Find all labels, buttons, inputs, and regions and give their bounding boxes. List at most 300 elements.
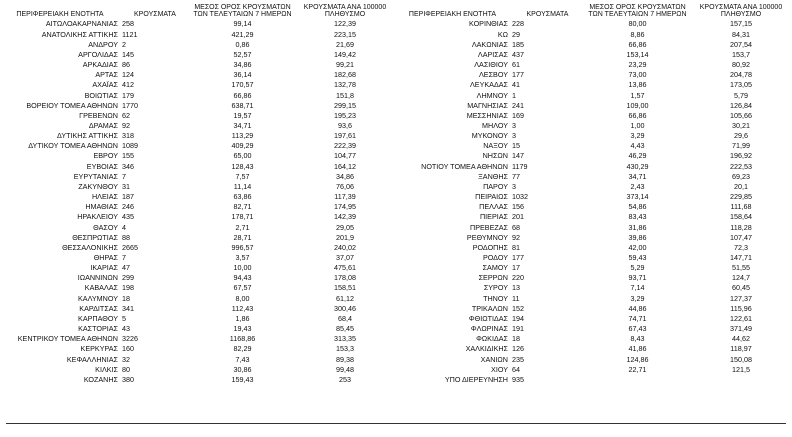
avg7-cell-left: 19,57 <box>233 110 252 120</box>
per100k-cell-right: 71,99 <box>732 141 750 151</box>
cases-cell-left: 346 <box>122 161 134 171</box>
per100k-cell-left: 93,6 <box>338 120 352 130</box>
avg7-cell-left: 30,86 <box>233 364 252 374</box>
cases-cell-left: 3226 <box>122 334 138 344</box>
cases-cell-right: 152 <box>512 303 524 313</box>
cases-cell-right: 191 <box>512 324 524 334</box>
per100k-cell-right: 158,64 <box>730 212 752 222</box>
region-cell-left: ΚΑΡΔΙΤΣΑΣ <box>79 303 118 313</box>
per100k-cell-right: 173,05 <box>730 80 752 90</box>
avg7-cell-left: 2,71 <box>235 222 250 232</box>
per100k-cell-right: 84,31 <box>732 29 750 39</box>
region-cell-right: ΦΛΩΡΙΝΑΣ <box>470 324 508 334</box>
avg7-cell-right: 3,29 <box>630 293 645 303</box>
cases-cell-right: 185 <box>512 39 524 49</box>
avg7-cell-right: 80,00 <box>628 19 647 29</box>
avg7-cell-left: 7,57 <box>235 171 250 181</box>
cases-cell-right: 11 <box>512 293 520 303</box>
table-row <box>0 60 792 70</box>
avg7-cell-right: 4,43 <box>630 141 645 151</box>
region-cell-left: ΚΟΖΑΝΗΣ <box>83 374 118 384</box>
per100k-cell-right: 111,68 <box>730 202 752 212</box>
avg7-cell-left: 1168,86 <box>229 334 256 344</box>
table-row <box>0 172 792 182</box>
per100k-cell-right: 105,66 <box>730 110 752 120</box>
region-cell-right: ΛΑΡΙΣΑΣ <box>477 49 508 59</box>
avg7-cell-left: 3,57 <box>235 253 250 262</box>
per100k-cell-left: 85,45 <box>336 324 354 334</box>
per100k-cell-right: 150,08 <box>730 354 752 364</box>
per100k-cell-left: 37,07 <box>336 253 354 262</box>
avg7-cell-left: 996,57 <box>231 242 254 252</box>
avg7-cell-right: 41,86 <box>628 344 647 354</box>
per100k-cell-right: 29,6 <box>734 131 748 141</box>
avg7-cell-left: 66,86 <box>233 90 252 100</box>
avg7-cell-left: 11,14 <box>233 181 252 191</box>
avg7-cell-left: 28,71 <box>233 232 252 242</box>
per100k-cell-left: 89,38 <box>336 354 354 364</box>
per100k-cell-right: 72,3 <box>734 242 748 252</box>
cases-cell-left: 1089 <box>122 141 138 151</box>
per100k-cell-right <box>690 375 792 385</box>
region-cell-left: ΚΕΡΚΥΡΑΣ <box>80 344 118 354</box>
table-row <box>0 324 792 334</box>
per100k-cell-right: 153,7 <box>732 49 750 59</box>
cases-cell-left: 246 <box>122 202 134 212</box>
per100k-cell-left: 104,77 <box>334 151 356 161</box>
per100k-cell-right: 122,61 <box>730 313 752 323</box>
avg7-header-right: ΜΕΣΟΣ ΟΡΟΣ ΚΡΟΥΣΜΑΤΩΝ ΤΩΝ ΤΕΛΕΥΤΑΙΩΝ 7 ΗΜΕΡΩΝ <box>588 4 687 19</box>
table-row <box>0 192 792 202</box>
per100k-cell-left: 99,21 <box>336 60 354 70</box>
per100k-cell-right: 20,1 <box>734 181 748 191</box>
region-cell-right: ΝΗΣΩΝ <box>482 151 508 161</box>
cases-cell-right: 13 <box>512 283 520 293</box>
avg7-cell-right: 66,86 <box>628 39 647 49</box>
region-cell-right: ΣΥΡΟΥ <box>483 283 508 293</box>
avg7-cell-right: 7,14 <box>630 283 645 293</box>
per100k-cell-right: 107,47 <box>730 232 752 242</box>
cases-cell-right: 64 <box>512 364 520 374</box>
avg7-cell-left: 178,71 <box>231 212 254 222</box>
per100k-cell-left: 240,02 <box>334 242 356 252</box>
cases-cell-left: 2665 <box>122 242 138 252</box>
per100k-cell-left: 313,35 <box>334 334 356 344</box>
table-row <box>0 162 792 172</box>
region-cell-right: ΝΟΤΙΟΥ ΤΟΜΕΑ ΑΘΗΝΩΝ <box>421 161 508 171</box>
per100k-cell-left: 197,61 <box>334 131 356 141</box>
cases-cell-left: 258 <box>122 19 134 29</box>
avg7-cell-left: 421,29 <box>231 29 254 39</box>
avg7-cell-left: 34,86 <box>233 60 252 70</box>
avg7-cell-right: 74,71 <box>628 313 647 323</box>
per100k-cell-right: 60,45 <box>732 283 750 293</box>
cases-cell-right: 177 <box>512 253 524 262</box>
per100k-cell-left: 300,46 <box>334 303 356 313</box>
region-cell-left: ΒΟΙΩΤΙΑΣ <box>84 90 118 100</box>
region-cell-left: ΕΒΡΟΥ <box>93 151 118 161</box>
region-cell-right: ΜΗΛΟΥ <box>482 120 508 130</box>
region-cell-right: ΛΕΣΒΟΥ <box>479 70 508 80</box>
per100k-cell-left: 61,12 <box>336 293 354 303</box>
cases-cell-right: 147 <box>512 151 524 161</box>
per100k-cell-right: 124,7 <box>732 273 750 283</box>
region-cell-left: ΚΑΡΠΑΘΟΥ <box>78 313 118 323</box>
region-cell-left: ΑΝΑΤΟΛΙΚΗΣ ΑΤΤΙΚΗΣ <box>41 29 118 39</box>
per100k-cell-left: 132,78 <box>334 80 356 90</box>
avg7-cell-right: 5,29 <box>630 263 645 273</box>
region-cell-right: ΜΥΚΟΝΟΥ <box>471 131 508 141</box>
per100k-cell-right: 30,21 <box>732 120 750 130</box>
region-cell-left: ΚΙΛΚΙΣ <box>95 364 118 374</box>
region-cell-right: ΚΩ <box>497 29 508 39</box>
per100k-cell-left: 142,39 <box>334 212 356 222</box>
cases-cell-left: 299 <box>122 273 134 283</box>
table-row <box>0 344 792 354</box>
cases-cell-left: 32 <box>122 354 130 364</box>
avg7-cell-left: 113,29 <box>231 131 254 141</box>
table-row <box>0 253 792 263</box>
cases-cell-left: 43 <box>122 324 130 334</box>
avg7-cell-right: 42,00 <box>628 242 647 252</box>
cases-cell-right: 1179 <box>512 161 528 171</box>
table-row <box>0 101 792 111</box>
table-row <box>0 202 792 212</box>
region-cell-right: ΜΑΓΝΗΣΙΑΣ <box>467 100 508 110</box>
cases-cell-right: 235 <box>512 354 524 364</box>
cases-cell-left: 92 <box>122 120 130 130</box>
table-row <box>0 111 792 121</box>
table-body <box>0 19 792 385</box>
region-cell-left: ΒΟΡΕΙΟΥ ΤΟΜΕΑ ΑΘΗΝΩΝ <box>26 100 118 110</box>
avg7-cell-left: 0,86 <box>235 39 250 49</box>
avg7-cell-right: 46,29 <box>628 151 647 161</box>
per100k-cell-left: 117,39 <box>334 192 356 202</box>
avg7-cell-right: 109,00 <box>626 100 649 110</box>
table-row <box>0 243 792 253</box>
avg7-cell-left: 170,57 <box>231 80 254 90</box>
table-row <box>0 233 792 243</box>
cases-cell-right: 1 <box>512 90 516 100</box>
table-row <box>0 212 792 222</box>
per100k-cell-right: 229,85 <box>730 192 752 202</box>
avg7-cell-left: 8,00 <box>235 293 250 303</box>
avg7-cell-right: 23,29 <box>628 60 647 70</box>
cases-cell-right: 156 <box>512 202 524 212</box>
per100k-cell-left: 182,68 <box>334 70 356 80</box>
table-row <box>0 141 792 151</box>
cases-cell-left: 179 <box>122 90 134 100</box>
region-cell-left: ΓΡΕΒΕΝΩΝ <box>79 110 118 120</box>
avg7-cell-right: 67,43 <box>628 324 647 334</box>
region-cell-left: ΗΜΑΘΙΑΣ <box>85 202 118 212</box>
cases-cell-left: 18 <box>122 293 130 303</box>
table-row <box>0 182 792 192</box>
table-row <box>0 304 792 314</box>
cases-cell-left: 145 <box>122 49 134 59</box>
region-cell-left: ΘΗΡΑΣ <box>93 253 118 262</box>
cases-cell-left: 7 <box>122 171 126 181</box>
avg7-cell-right <box>585 375 690 385</box>
region-cell-left: ΔΥΤΙΚΟΥ ΤΟΜΕΑ ΑΘΗΝΩΝ <box>28 141 118 151</box>
avg7-cell-left: 82,71 <box>233 202 252 212</box>
avg7-cell-right: 373,14 <box>626 192 649 202</box>
avg7-cell-left: 409,29 <box>231 141 254 151</box>
cases-cell-left: 47 <box>122 263 130 273</box>
avg7-cell-right: 83,43 <box>628 212 647 222</box>
cases-cell-right: 201 <box>512 212 524 222</box>
per100k-cell-left: 76,06 <box>336 181 354 191</box>
per100k-cell-right: 147,71 <box>730 253 752 262</box>
region-cell-right: ΡΟΔΟΠΗΣ <box>472 242 508 252</box>
per100k-cell-right: 157,15 <box>730 19 752 29</box>
cases-cell-left: 1770 <box>122 100 138 110</box>
per100k-cell-left: 164,12 <box>334 161 356 171</box>
cases-cell-left: 187 <box>122 192 134 202</box>
cases-cell-right: 1032 <box>512 192 528 202</box>
avg7-cell-right: 8,43 <box>630 334 645 344</box>
per100k-cell-right: 44,62 <box>732 334 750 344</box>
cases-cell-right: 18 <box>512 334 520 344</box>
cases-cell-right: 194 <box>512 313 524 323</box>
region-cell-right: ΠΙΕΡΙΑΣ <box>479 212 508 222</box>
table-row <box>0 121 792 131</box>
per100k-cell-right: 118,97 <box>730 344 752 354</box>
region-cell-right: ΛΑΣΙΘΙΟΥ <box>474 60 508 70</box>
region-cell-right: ΠΑΡΟΥ <box>483 181 508 191</box>
region-cell-left: ΕΥΒΟΙΑΣ <box>86 161 118 171</box>
cases-cell-left: 80 <box>122 364 130 374</box>
avg7-cell-left: 112,43 <box>231 303 254 313</box>
region-cell-right: ΜΕΣΣΗΝΙΑΣ <box>466 110 508 120</box>
table-row <box>0 70 792 80</box>
cases-cell-left: 5 <box>122 313 126 323</box>
avg7-cell-left: 65,00 <box>233 151 252 161</box>
cases-cell-right: 126 <box>512 344 524 354</box>
avg7-cell-left: 52,57 <box>233 49 252 59</box>
table-row <box>0 30 792 40</box>
avg7-cell-left: 159,43 <box>231 374 254 384</box>
region-cell-left: ΔΥΤΙΚΗΣ ΑΤΤΙΚΗΣ <box>57 131 118 141</box>
cases-cell-left: 412 <box>122 80 134 90</box>
region-cell-left: ΙΩΑΝΝΙΝΩΝ <box>77 273 118 283</box>
per100k-cell-left: 99,48 <box>336 364 354 374</box>
avg7-cell-right: 124,86 <box>626 354 649 364</box>
per100k-cell-right: 118,28 <box>730 222 752 232</box>
avg7-cell-right: 430,29 <box>626 161 649 171</box>
avg7-cell-right: 1,57 <box>630 90 645 100</box>
cases-cell-left: 435 <box>122 212 134 222</box>
per100k-cell-right: 196,92 <box>730 151 752 161</box>
per100k-cell-left: 153,3 <box>336 344 354 354</box>
region-cell-right: ΠΡΕΒΕΖΑΣ <box>470 222 508 232</box>
region-cell-left: ΖΑΚΥΝΘΟΥ <box>78 181 118 191</box>
region-cell-right: ΦΩΚΙΔΑΣ <box>476 334 508 344</box>
region-cell-left: ΘΕΣΣΑΛΟΝΙΚΗΣ <box>62 242 118 252</box>
per100k-cell-left: 151,8 <box>336 90 354 100</box>
per100k-cell-right: 121,5 <box>732 364 750 374</box>
avg7-cell-right: 153,14 <box>626 49 649 59</box>
avg7-cell-left: 1,86 <box>235 313 250 323</box>
region-cell-right: ΤΡΙΚΑΛΩΝ <box>471 303 508 313</box>
cases-cell-left: 318 <box>122 131 134 141</box>
cases-cell-left: 4 <box>122 222 126 232</box>
per100k-cell-right: 371,49 <box>730 324 752 334</box>
avg7-cell-right: 93,71 <box>628 273 647 283</box>
region-cell-right: ΝΑΞΟΥ <box>483 141 508 151</box>
avg7-cell-left: 34,71 <box>233 120 252 130</box>
cases-cell-left: 62 <box>122 110 130 120</box>
region-cell-left: ΑΡΚΑΔΙΑΣ <box>82 60 118 70</box>
cases-cell-left: 160 <box>122 344 134 354</box>
table-row <box>0 91 792 101</box>
region-cell-right: ΧΑΛΚΙΔΙΚΗΣ <box>465 344 508 354</box>
cases-cell-right: 17 <box>512 263 520 273</box>
region-cell-right: ΦΘΙΩΤΙΔΑΣ <box>468 313 508 323</box>
table-row <box>0 263 792 273</box>
avg7-cell-left: 67,57 <box>233 283 252 293</box>
region-header-left: ΠΕΡΙΦΕΡΕΙΑΚΗ ΕΝΟΤΗΤΑ <box>16 11 104 19</box>
cases-cell-left: 380 <box>122 374 134 384</box>
per100k-cell-left: 68,4 <box>338 313 352 323</box>
region-cell-right: ΠΕΛΛΑΣ <box>479 202 508 212</box>
region-cell-right: ΠΕΙΡΑΙΩΣ <box>475 192 508 202</box>
cases-cell-right: 3 <box>512 181 516 191</box>
table-row <box>0 273 792 283</box>
per100k-cell-left: 222,39 <box>334 141 356 151</box>
region-header-right: ΠΕΡΙΦΕΡΕΙΑΚΗ ΕΝΟΤΗΤΑ <box>408 11 497 19</box>
cases-cell-right: 241 <box>512 100 524 110</box>
avg7-cell-right: 39,86 <box>628 232 647 242</box>
cases-header-right: ΚΡΟΥΣΜΑΤΑ <box>526 11 569 19</box>
region-cell-left: ΕΥΡΥΤΑΝΙΑΣ <box>73 171 118 181</box>
per100k-cell-left: 34,86 <box>336 171 354 181</box>
avg7-header-left: ΜΕΣΟΣ ΟΡΟΣ ΚΡΟΥΣΜΑΤΩΝ ΤΩΝ ΤΕΛΕΥΤΑΙΩΝ 7 ΗΜΕΡΩΝ <box>193 4 292 19</box>
per100k-cell-right: 126,84 <box>730 100 752 110</box>
cases-cell-right: 228 <box>512 19 524 29</box>
table-row <box>0 294 792 304</box>
avg7-cell-right: 13,86 <box>628 80 647 90</box>
per100k-cell-left: 174,95 <box>334 202 356 212</box>
header-row <box>0 4 792 19</box>
bottom-divider <box>6 423 786 424</box>
per100k-cell-right: 127,37 <box>730 293 752 303</box>
table-row <box>0 19 792 29</box>
region-cell-left: ΑΡΤΑΣ <box>95 70 118 80</box>
per100k-cell-left: 29,05 <box>336 222 354 232</box>
table-row <box>0 151 792 161</box>
avg7-cell-right: 44,86 <box>628 303 647 313</box>
avg7-cell-left: 638,71 <box>231 100 254 110</box>
region-cell-right: ΚΟΡΙΝΘΙΑΣ <box>469 19 508 29</box>
per100k-header-right: ΚΡΟΥΣΜΑΤΑ ΑΝΑ 100000 ΠΛΗΘΥΣΜΟ <box>699 4 783 19</box>
avg7-cell-right: 1,00 <box>630 120 645 130</box>
region-cell-right: ΡΟΔΟΥ <box>482 253 508 262</box>
cases-cell-left: 341 <box>122 303 134 313</box>
table-row <box>0 355 792 365</box>
per100k-cell-left: 201,9 <box>336 232 354 242</box>
region-cell-left: ΘΑΣΟΥ <box>93 222 118 232</box>
avg7-cell-right: 66,86 <box>628 110 647 120</box>
table-row <box>0 314 792 324</box>
table-row <box>0 283 792 293</box>
avg7-cell-left: 19,43 <box>233 324 252 334</box>
cases-cell-right: 15 <box>512 141 520 151</box>
cases-cell-right: 935 <box>512 374 524 384</box>
region-cell-left: ΙΚΑΡΙΑΣ <box>90 263 118 273</box>
avg7-cell-right: 8,86 <box>630 29 645 39</box>
per100k-cell-left: 21,69 <box>336 39 354 49</box>
region-cell-left: ΚΑΣΤΟΡΙΑΣ <box>78 324 118 334</box>
avg7-cell-left: 10,00 <box>233 263 252 273</box>
region-cell-right: ΣΑΜΟΥ <box>482 263 508 273</box>
region-cell-right: ΤΗΝΟΥ <box>483 293 508 303</box>
avg7-cell-right: 54,86 <box>628 202 647 212</box>
cases-cell-left: 86 <box>122 60 130 70</box>
region-cell-left: ΚΑΛΥΜΝΟΥ <box>78 293 118 303</box>
region-cell-right: ΡΕΘΥΜΝΟΥ <box>466 232 508 242</box>
cases-cell-left: 198 <box>122 283 134 293</box>
table-row <box>0 365 792 375</box>
region-cell-left: ΗΡΑΚΛΕΙΟΥ <box>77 212 118 222</box>
avg7-cell-right: 3,29 <box>630 131 645 141</box>
cases-cell-right: 81 <box>512 242 520 252</box>
avg7-cell-left: 99,14 <box>233 19 252 29</box>
cases-cell-left: 124 <box>122 70 134 80</box>
cases-cell-right: 29 <box>512 29 520 39</box>
cases-cell-left: 1121 <box>122 29 138 39</box>
region-cell-left: ΚΕΝΤΡΙΚΟΥ ΤΟΜΕΑ ΑΘΗΝΩΝ <box>17 334 118 344</box>
avg7-cell-left: 128,43 <box>231 161 254 171</box>
region-cell-right: ΛΕΥΚΑΔΑΣ <box>469 80 508 90</box>
cases-cell-right: 3 <box>512 120 516 130</box>
table-row <box>0 334 792 344</box>
table-row <box>0 80 792 90</box>
per100k-cell-right: 69,23 <box>732 171 750 181</box>
per100k-cell-left: 178,08 <box>334 273 356 283</box>
avg7-cell-right: 22,71 <box>628 364 647 374</box>
cases-cell-right: 437 <box>512 49 524 59</box>
avg7-cell-left: 7,43 <box>235 354 250 364</box>
region-cell-left: ΘΕΣΠΡΩΤΙΑΣ <box>72 232 118 242</box>
avg7-cell-left: 94,43 <box>233 273 252 283</box>
cases-cell-right: 92 <box>512 232 520 242</box>
avg7-cell-right: 73,00 <box>628 70 647 80</box>
region-cell-right: ΧΙΟΥ <box>491 364 508 374</box>
per100k-cell-right: 80,92 <box>732 60 750 70</box>
region-cell-right: ΛΑΚΩΝΙΑΣ <box>471 39 508 49</box>
avg7-cell-right: 2,43 <box>630 181 645 191</box>
cases-cell-right: 68 <box>512 222 520 232</box>
cases-header-left: ΚΡΟΥΣΜΑΤΑ <box>134 11 176 19</box>
per100k-cell-right: 204,78 <box>730 70 752 80</box>
region-cell-left: ΑΙΤΩΛΟΑΚΑΡΝΑΝΙΑΣ <box>45 19 118 29</box>
avg7-cell-right: 31,86 <box>628 222 647 232</box>
table-row <box>0 50 792 60</box>
region-cell-left: ΔΡΑΜΑΣ <box>88 120 118 130</box>
cases-cell-left: 155 <box>122 151 134 161</box>
region-cell-left: ΚΕΦΑΛΛΗΝΙΑΣ <box>66 354 118 364</box>
avg7-cell-left: 36,14 <box>233 70 252 80</box>
region-cell-right: ΞΑΝΘΗΣ <box>478 171 508 181</box>
per100k-cell-right: 5,79 <box>734 90 748 100</box>
region-cell-right: ΛΗΜΝΟΥ <box>476 90 508 100</box>
cases-cell-left: 2 <box>122 39 126 49</box>
region-cell-left: ΑΝΔΡΟΥ <box>88 39 118 49</box>
per100k-cell-right: 207,54 <box>730 39 752 49</box>
avg7-cell-right: 34,71 <box>628 171 647 181</box>
cases-cell-right: 220 <box>512 273 524 283</box>
